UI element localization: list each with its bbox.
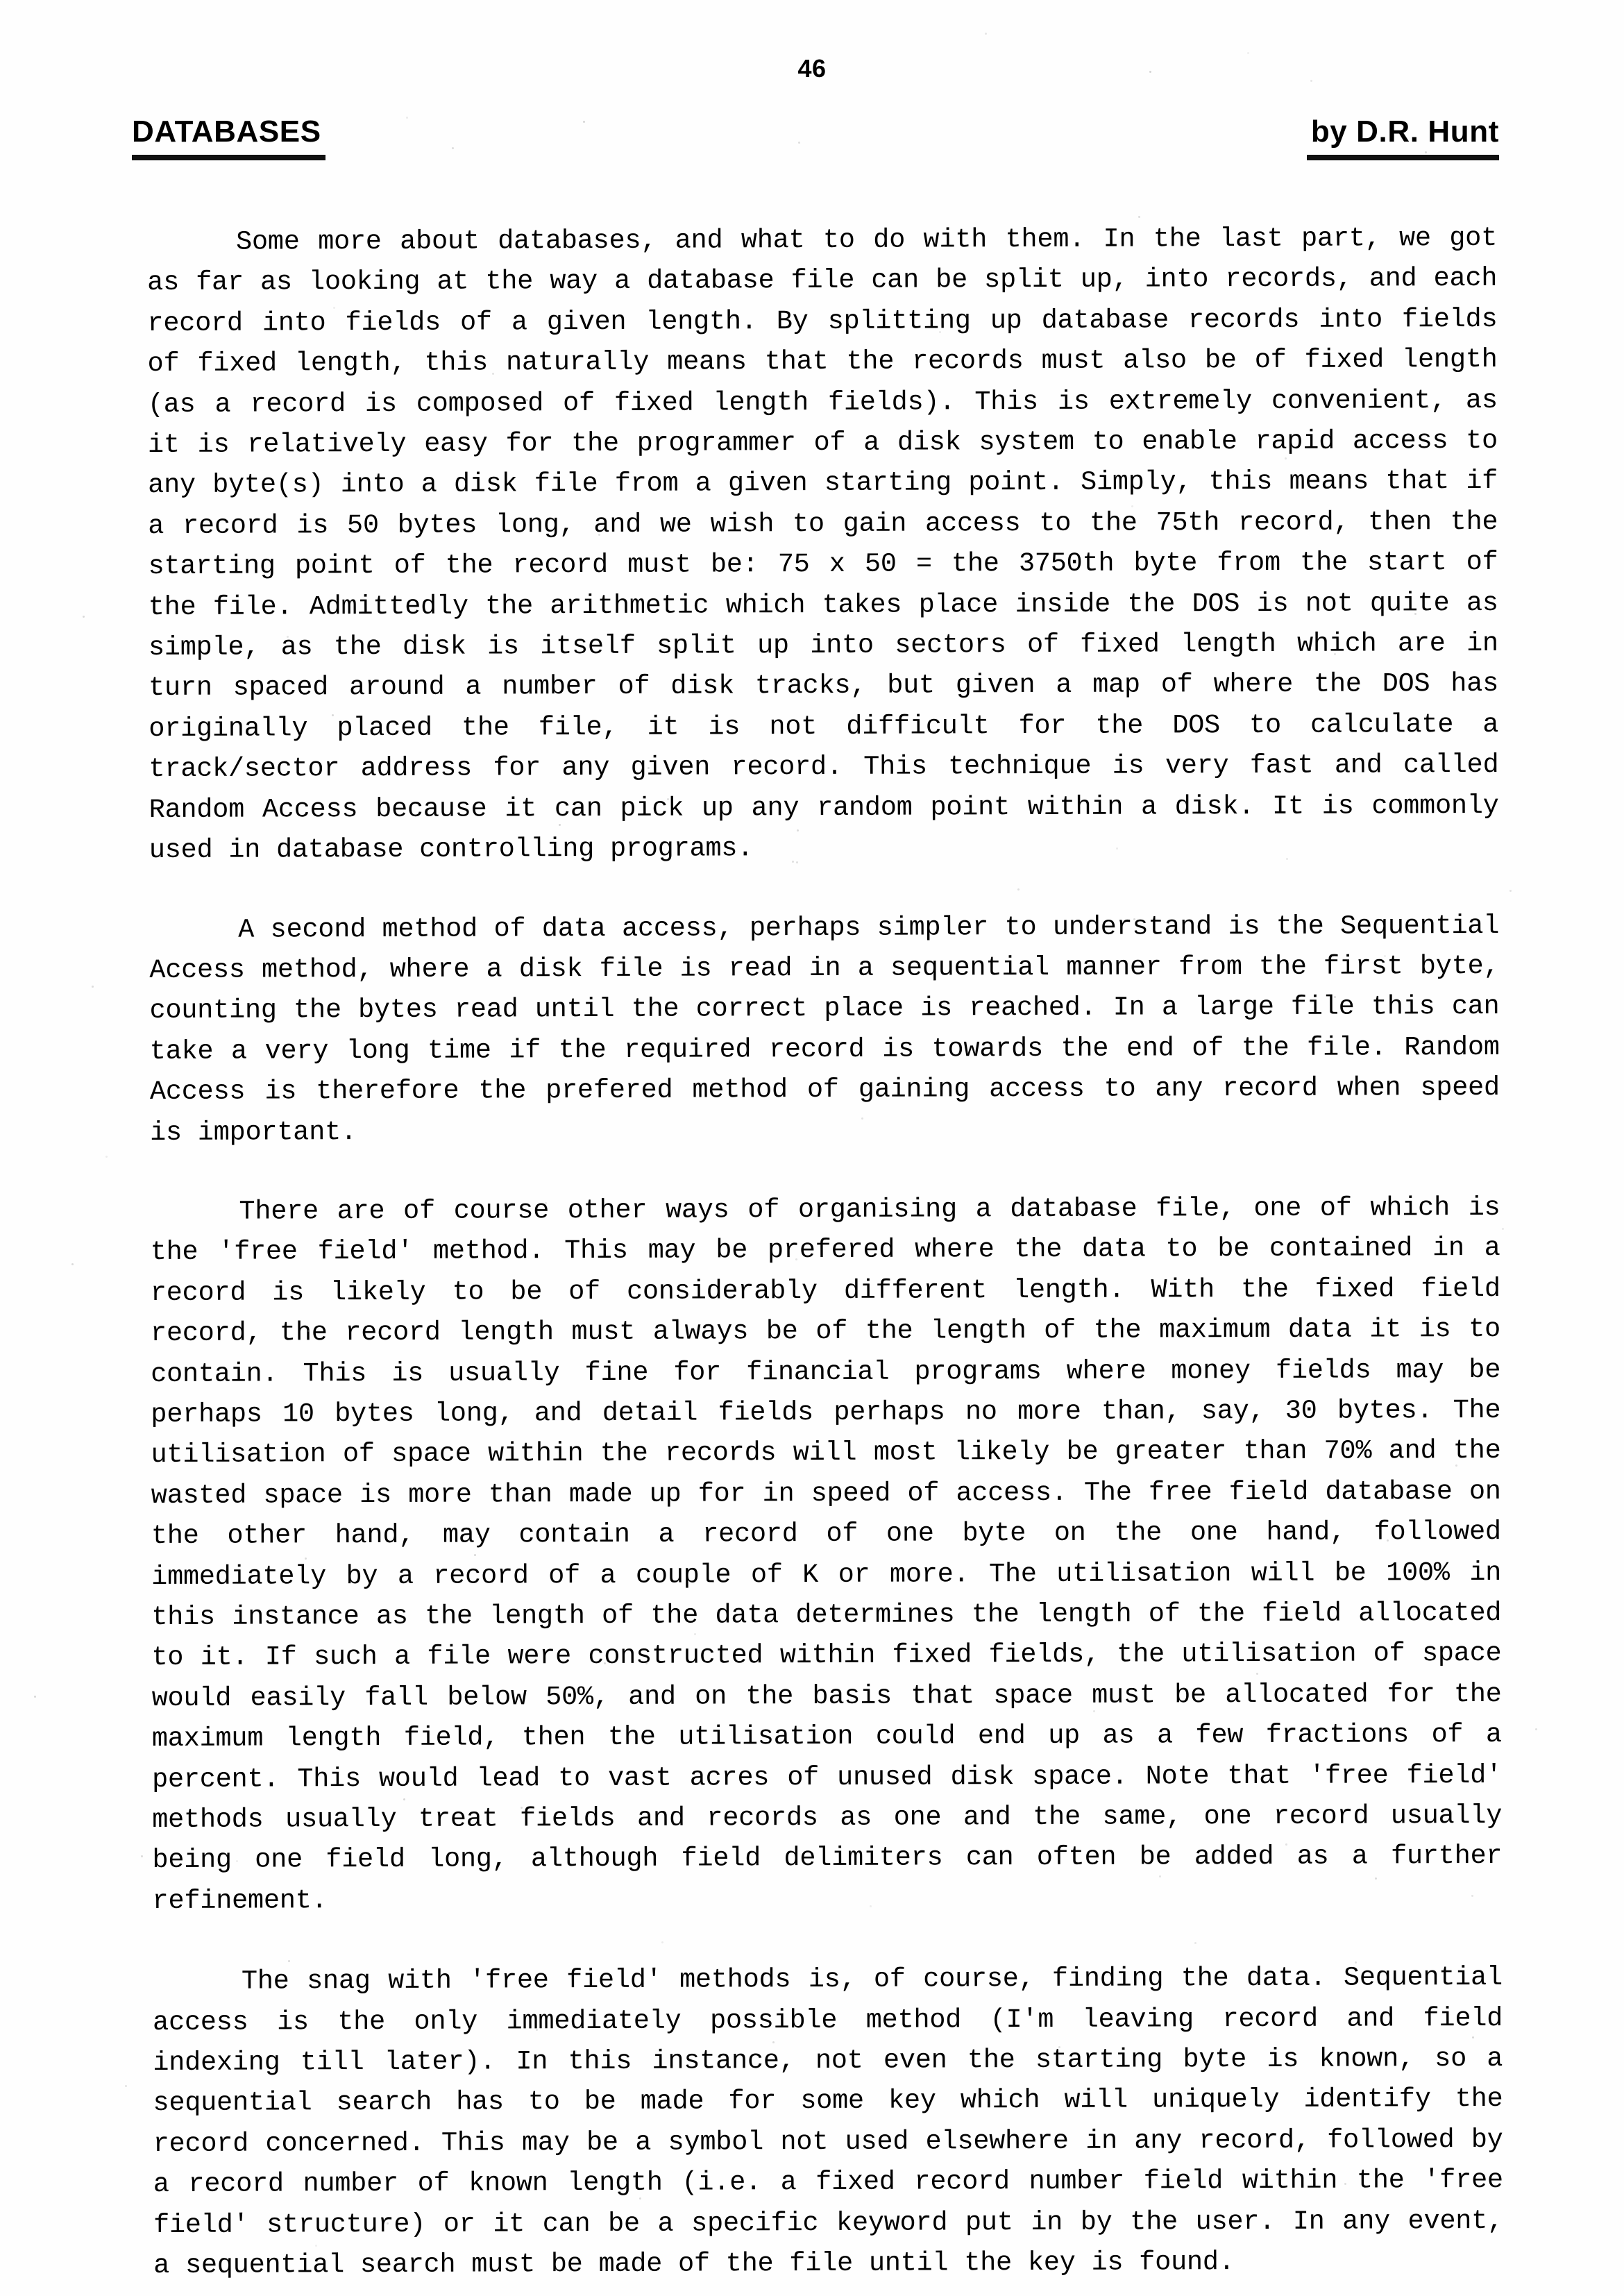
author-byline: by D.R. Hunt bbox=[1307, 117, 1499, 160]
article-body bbox=[147, 218, 1520, 2286]
paragraph-spacer bbox=[149, 866, 1499, 909]
paragraph-spacer bbox=[150, 1149, 1500, 1192]
paragraph: There are of course other ways of organising a database file, one of which is the 'free field' method. This may be prefered where the data to be contained in a record is likely to be of considerably different length. With the fixed field record, the record length must always be of the length of the maximum data it is to contain. This is usually fine for financial programs where money fields may be perhaps 10 bytes long, and detail fields perhaps no more than, say, 30 bytes. The utilisation of space within the records will most likely be greater than 70% and the wasted space is more than made up for in speed of access. The free field database on the other hand, may contain a record of one byte on the one hand, followed immediately by a record of a couple of K or more. The utilisation will be 100% in this instance as the length of the data determines the length of the field allocated to it. If such a file were constructed within fixed fields, the utilisation of space would easily fall below 50%, and on the basis that space must be allocated for the maximum length field, then the utilisation could end up as a few fractions of a percent. This would lead to vast acres of unused disk space. Note that 'free field' methods usually treat fields and records as one and the same, one record usually being one field long, although field delimiters can often be added as a further refinement. bbox=[150, 1192, 1519, 1916]
paragraph-spacer bbox=[153, 1917, 1503, 1961]
paragraph: A second method of data access, perhaps simpler to understand is the Sequential Access method, where a disk file is read in a sequential manner from the first byte, counting the bytes read until the correct place is reached. In a large file this can take a very long time if the required record is towards the end of the file. Random Access is therefore the prefered method of gaining access to any record when speed is important. bbox=[149, 910, 1516, 1148]
running-head bbox=[132, 117, 1499, 160]
paragraph: The snag with 'free field' methods is, of course, finding the data. Sequential access is the only immediately possible method (I'm leaving record and field indexing till later). In this instance, not even the starting byte is known, so a sequential search has to be made for some key which will uniquely identify the record concerned. This may be a symbol not used elsewhere in any record, followed by a record number of known length (i.e. a fixed record number field within the 'free field' structure) or it can be a specific keyword put in by the user. In any event, a sequential search must be made of the file until the key is found. bbox=[153, 1962, 1520, 2281]
paragraph: Some more about databases, and what to do with them. In the last part, we got as far as looking at the way a database file can be split up, into records, and each record into fields of a given length. By splitting up database records into fields of fixed length, this naturally means that the records must also be of fixed length (as a record is composed of fixed length fields). This is extremely convenient, as it is relatively easy for the programmer of a disk system to enable rapid access to any byte(s) into a disk file from a given starting point. Simply, this means that if a record is 50 bytes long, and we wish to gain access to the 75th record, then the starting point of the record must be: 75 x 50 = the 3750th byte from the start of the file. Admittedly the arithmetic which takes place inside the DOS is not quite as simple, as the disk is itself split up into sectors of fixed length which are in turn spaced around a number of disk tracks, but given a map of where the DOS has originally placed the file, it is not difficult for the DOS to calculate a track/sector address for any given record. This technique is very fast and called Random Access because it can pick up any random point within a disk. It is commonly used in database controlling programs. bbox=[147, 222, 1515, 866]
page-number: 46 bbox=[797, 54, 827, 83]
section-title: DATABASES bbox=[132, 117, 325, 160]
